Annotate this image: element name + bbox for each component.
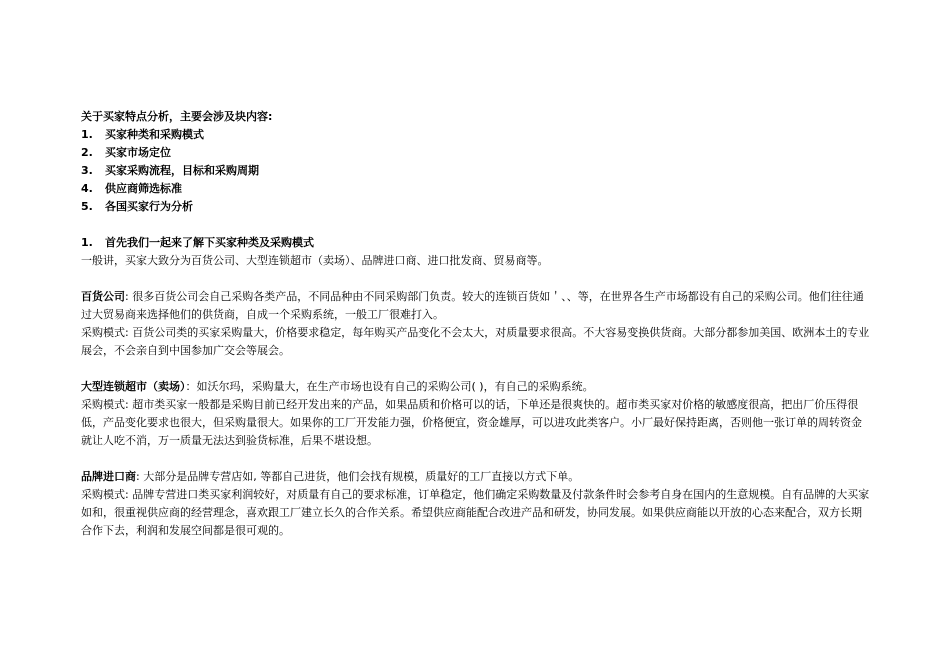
intro-item-text: 供应商筛选标准 <box>105 182 182 195</box>
document-page <box>81 108 871 540</box>
intro-item <box>81 126 871 144</box>
intro-item-number: 2. <box>81 146 93 159</box>
section-summary: 一般讲，买家大致分为百货公司、大型连锁超市（卖场）、品牌进口商、进口批发商、贸易商等。 <box>81 254 549 267</box>
chain-supermarket-mode: 采购模式: 超市类买家一般都是采购目前已经开发出来的产品，如果品质和价格可以的话，下单还是很爽快的。超市类买家对价格的敏感度很高，把出厂价压得很低，产品变化要求也很大，但采购量很大。如果你的工厂开发能力强，价格便宜，资金雄厚，可以进攻此类客户。小厂最好保持距离，否则他一张订单的周转资金就让人吃不消，万一质量无法达到验货标准，后果不堪设想。 <box>81 398 862 447</box>
intro-item-number: 1. <box>81 128 93 141</box>
section-number: 1. <box>81 236 93 249</box>
intro-item-text: 买家采购流程，目标和采购周期 <box>105 164 259 177</box>
intro-item <box>81 180 871 198</box>
intro-heading: 关于买家特点分析，主要会涉及块内容: <box>81 110 273 123</box>
spacer <box>81 360 871 378</box>
chain-supermarket-label: 大型连锁超市（卖场） <box>81 380 186 393</box>
intro-item-text: 各国买家行为分析 <box>105 200 193 213</box>
section-title-text: 首先我们一起来了解下买家种类及采购模式 <box>105 236 314 249</box>
spacer <box>81 270 871 288</box>
chain-supermarket-desc: ：如沃尔玛，采购量大，在生产市场也设有自己的采购公司( )，有自己的采购系统。 <box>185 380 594 393</box>
department-store-desc: : 很多百货公司会自己采购各类产品，不同品种由不同采购部门负责。较大的连锁百货如＇、、等，在世界各生产市场都设有自己的采购公司。他们往往通过大贸易商来选择他们的供货商，自成一个采购系统，一般工厂很难打入。 <box>81 290 864 321</box>
intro-item-text: 买家种类和采购模式 <box>105 128 204 141</box>
brand-importer-label: 品牌进口商 <box>81 470 136 483</box>
intro-item <box>81 162 871 180</box>
intro-item <box>81 144 871 162</box>
chain-supermarket-paragraph <box>81 378 871 396</box>
intro-item-number: 4. <box>81 182 93 195</box>
department-store-paragraph <box>81 288 871 324</box>
intro-item-text: 买家市场定位 <box>105 146 171 159</box>
department-store-mode: 采购模式: 百货公司类的买家采购量大，价格要求稳定，每年购买产品变化不会太大，对质量要求很高。不大容易变换供货商。大部分都参加美国、欧洲本土的专业展会，不会亲自到中国参加广交会等展会。 <box>81 326 870 357</box>
department-store-label: 百货公司 <box>81 290 125 303</box>
intro-item-number: 3. <box>81 164 93 177</box>
intro-item-number: 5. <box>81 200 93 213</box>
spacer <box>81 450 871 468</box>
brand-importer-paragraph <box>81 468 871 486</box>
brand-importer-desc: : 大部分是品牌专营店如, 等都自己进货，他们会找有规模，质量好的工厂直接以方式下单。 <box>136 470 580 483</box>
spacer <box>81 216 871 234</box>
intro-item <box>81 198 871 216</box>
brand-importer-mode: 采购模式: 品牌专营进口类买家利润较好，对质量有自己的要求标准，订单稳定，他们确定采购数量及付款条件时会参考自身在国内的生意规模。自有品牌的大买家如和，很重视供应商的经营理念，喜欢跟工厂建立长久的合作关系。希望供应商能配合改进产品和研发，协同发展。如果供应商能以开放的心态来配合，双方长期合作下去，利润和发展空间都是很可观的。 <box>81 488 870 537</box>
section-title <box>81 234 871 252</box>
